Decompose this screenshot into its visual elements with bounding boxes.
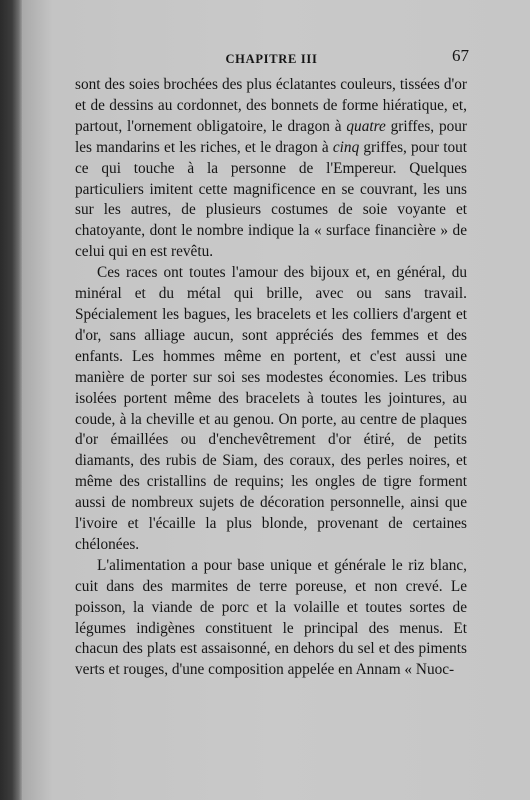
paragraph-3: L'alimentation a pour base unique et générale le riz blanc, cuit dans des marmites de terre poreuse, et non crevé. Le poisson, la viande de porc et la volaille et toutes sortes de légumes indigènes constituent le principal des menus. Et chacun des plats est assaisonné, en dehors du sel et des piments verts et rouges, d'une composition appelée en Annam « Nuoc- — [75, 556, 467, 679]
book-page — [22, 0, 530, 800]
paragraph-1-text-b: griffes, pour les mandarins et les riches, et le dragon à — [75, 117, 467, 156]
paragraph-2: Ces races ont toutes l'amour des bijoux et, en général, du minéral et du métal qui brille, avec ou sans travail. Spécialement les bagues, les bracelets et les colliers d'argent et d'or, sans alliage aucun, sont appréciés des femmes et des enfants. Les hommes même en portent, et c'est aussi une manière de porter sur soi ses modestes économies. Les tribus isolées portent même des bracelets à toutes les jointures, au coude, à la cheville et au genou. On porte, au centre de plaques d'or émaillées ou d'enchevêtrement d'or étiré, de petits diamants, des rubis de Siam, des coraux, des perles noires, et même des cristallins de requins; les ongles de tigre forment aussi de nombreux sujets de décoration personnelle, ainsi que l'ivoire et l'écaille la plus blonde, provenant de certaines chélonées. — [75, 264, 467, 553]
paragraph-1-text-a: sont des soies brochées des plus éclatantes couleurs, tissées d'or et de dessins au cordonnet, des bonnets de forme hiératique, et, partout, l'ornement obligatoire, le dragon à — [75, 76, 467, 135]
emphasis-cinq: cinq — [332, 138, 360, 156]
body-text — [75, 75, 467, 681]
paragraph-1 — [75, 75, 467, 263]
book-spine-shadow — [0, 0, 22, 800]
emphasis-quatre: quatre — [346, 117, 386, 135]
running-head — [74, 46, 469, 66]
chapter-heading: CHAPITRE III — [225, 52, 318, 66]
paragraph-1-text-c: griffes, pour tout ce qui touche à la personne de l'Empereur. Quelques particuliers imitent cette magnificence en se couvrant, les uns sur les autres, de plusieurs costumes de soie voyante et chatoyante, dont le nombre indique la « surface financière » de celui qui en est revêtu. — [75, 138, 468, 261]
page-number: 67 — [452, 46, 469, 65]
